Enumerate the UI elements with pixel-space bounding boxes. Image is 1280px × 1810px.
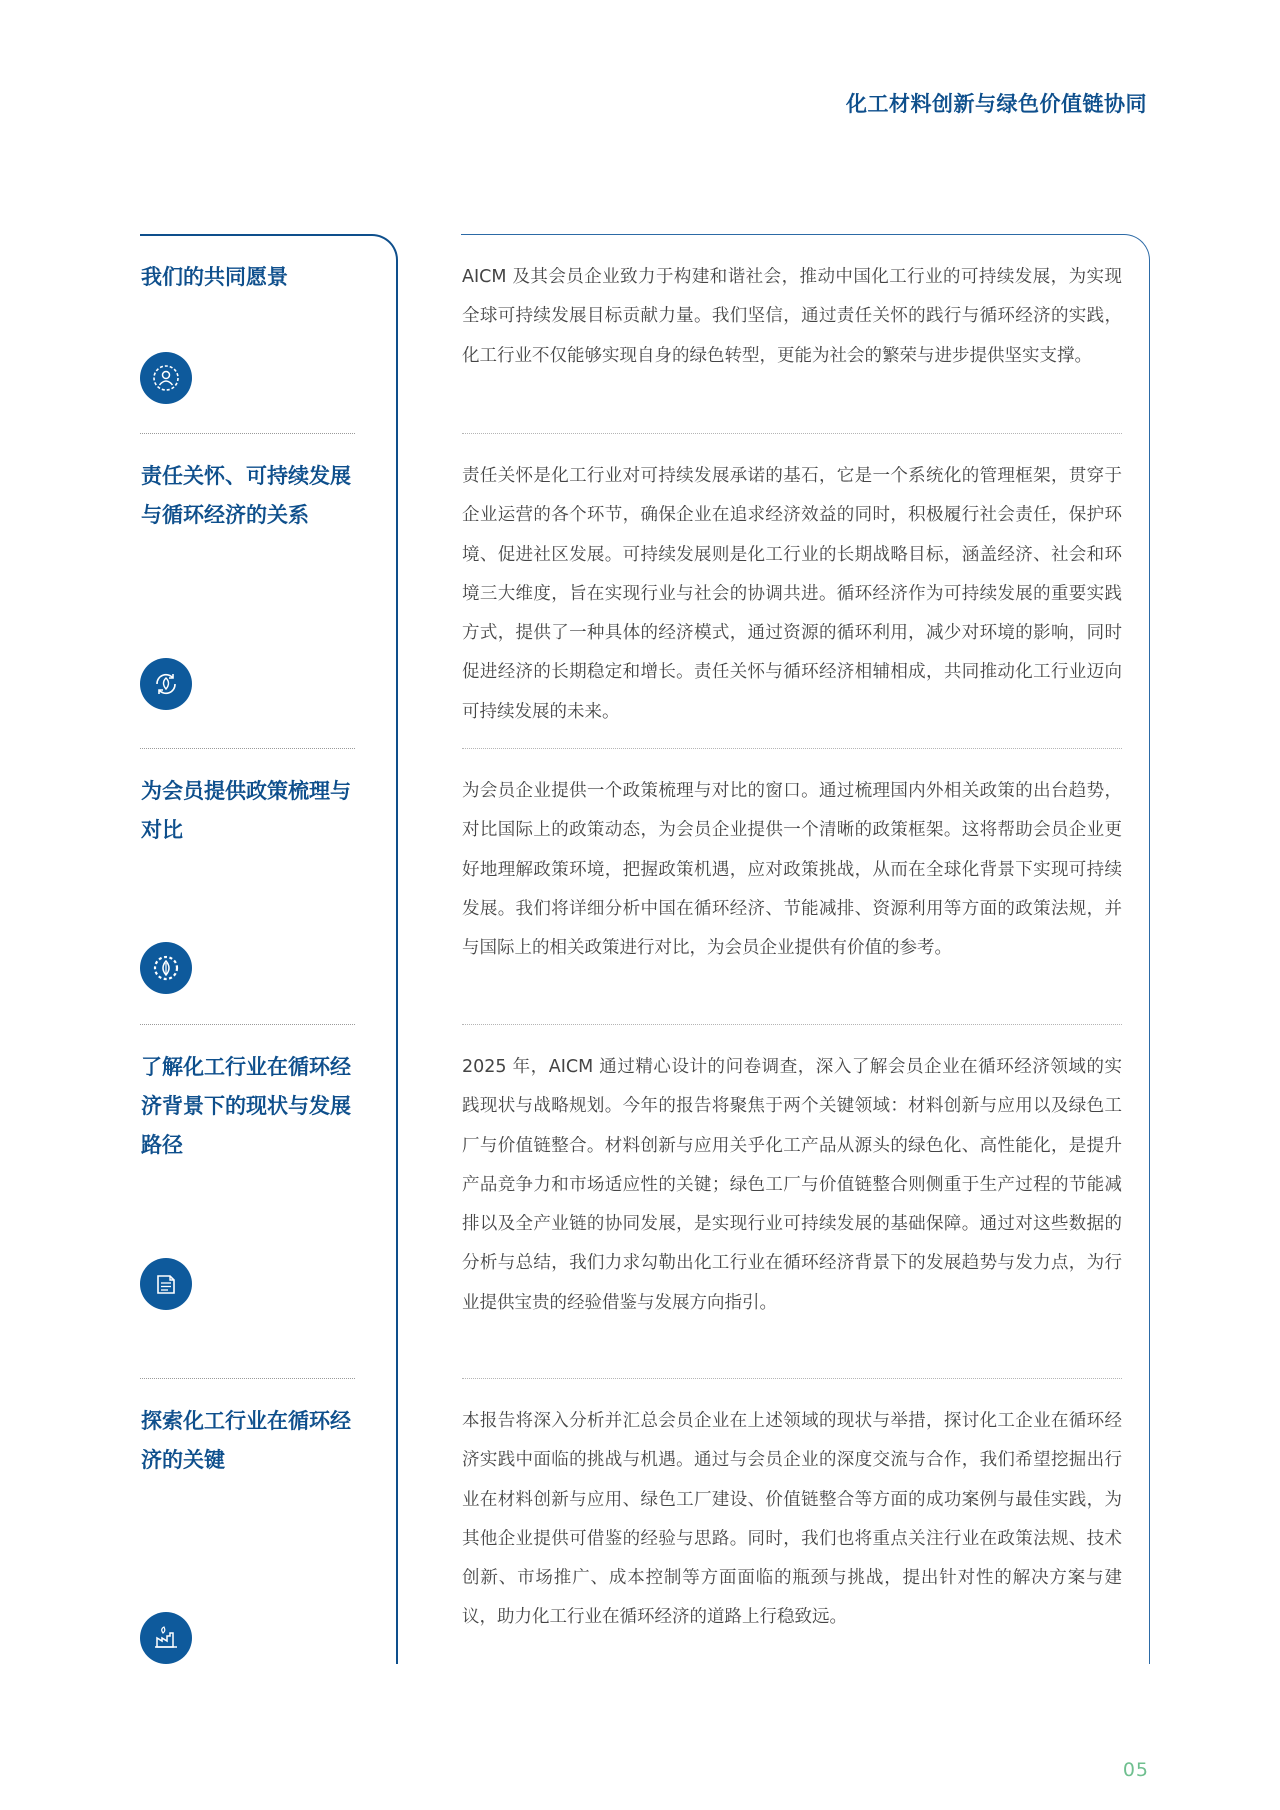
- section-title: 为会员提供政策梳理与对比: [141, 779, 351, 842]
- divider: [140, 1378, 355, 1379]
- section-body: 2025 年，AICM 通过精心设计的问卷调查，深入了解会员企业在循环经济领域的实践现状与战略规划。今年的报告将聚焦于两个关键领域：材料创新与应用以及绿色工厂与价值链整合。材料创新与应用关乎化工产品从源头的绿色化、高性能化，是提升产品竞争力和市场适应性的关键；绿色工厂与价值链整合则侧重于生产过程的节能减排以及全产业链的协同发展，是实现行业可持续发展的基础保障。通过对这些数据的分析与总结，我们力求勾勒出化工行业在循环经济背景下的发展趋势与发力点，为行业提供宝贵的经验借鉴与发展方向指引。: [462, 1057, 1122, 1313]
- section-body: AICM 及其会员企业致力于构建和谐社会，推动中国化工行业的可持续发展，为实现全球可持续发展目标贡献力量。我们坚信，通过责任关怀的践行与循环经济的实践，化工行业不仅能够实现自身的绿色转型，更能为社会的繁荣与进步提供坚实支撑。: [462, 267, 1122, 366]
- divider: [462, 433, 1122, 434]
- divider: [462, 1378, 1122, 1379]
- section-title: 探索化工行业在循环经济的关键: [141, 1409, 351, 1472]
- section-body: 为会员企业提供一个政策梳理与对比的窗口。通过梳理国内外相关政策的出台趋势，对比国际上的政策动态，为会员企业提供一个清晰的政策框架。这将帮助会员企业更好地理解政策环境，把握政策机遇，应对政策挑战，从而在全球化背景下实现可持续发展。我们将详细分析中国在循环经济、节能减排、资源利用等方面的政策法规，并与国际上的相关政策进行对比，为会员企业提供有价值的参考。: [462, 781, 1122, 959]
- header-title: 化工材料创新与绿色价值链协同: [846, 92, 1147, 116]
- people-gear-icon: [140, 352, 192, 404]
- divider: [462, 748, 1122, 749]
- green-factory-icon: [140, 1612, 192, 1664]
- leaf-gear-icon: [140, 942, 192, 994]
- section-title: 责任关怀、可持续发展与循环经济的关系: [141, 464, 351, 527]
- divider: [462, 1024, 1122, 1025]
- page-number: 05: [1122, 1759, 1149, 1781]
- recycle-leaf-icon: [140, 658, 192, 710]
- section-title: 了解化工行业在循环经济背景下的现状与发展路径: [141, 1055, 351, 1157]
- divider: [140, 433, 355, 434]
- divider: [140, 1024, 355, 1025]
- section-body: 本报告将深入分析并汇总会员企业在上述领域的现状与举措，探讨化工企业在循环经济实践中面临的挑战与机遇。通过与会员企业的深度交流与合作，我们希望挖掘出行业在材料创新与应用、绿色工厂建设、价值链整合等方面的成功案例与最佳实践，为其他企业提供可借鉴的经验与思路。同时，我们也将重点关注行业在政策法规、技术创新、市场推广、成本控制等方面面临的瓶颈与挑战，提出针对性的解决方案与建议，助力化工行业在循环经济的道路上行稳致远。: [462, 1411, 1122, 1628]
- section-body: 责任关怀是化工行业对可持续发展承诺的基石，它是一个系统化的管理框架，贯穿于企业运营的各个环节，确保企业在追求经济效益的同时，积极履行社会责任，保护环境、促进社区发展。可持续发展则是化工行业的长期战略目标，涵盖经济、社会和环境三大维度，旨在实现行业与社会的协调共进。循环经济作为可持续发展的重要实践方式，提供了一种具体的经济模式，通过资源的循环利用，减少对环境的影响，同时促进经济的长期稳定和增长。责任关怀与循环经济相辅相成，共同推动化工行业迈向可持续发展的未来。: [462, 466, 1122, 722]
- document-folder-icon: [140, 1258, 192, 1310]
- divider: [140, 748, 355, 749]
- section-title: 我们的共同愿景: [141, 265, 288, 289]
